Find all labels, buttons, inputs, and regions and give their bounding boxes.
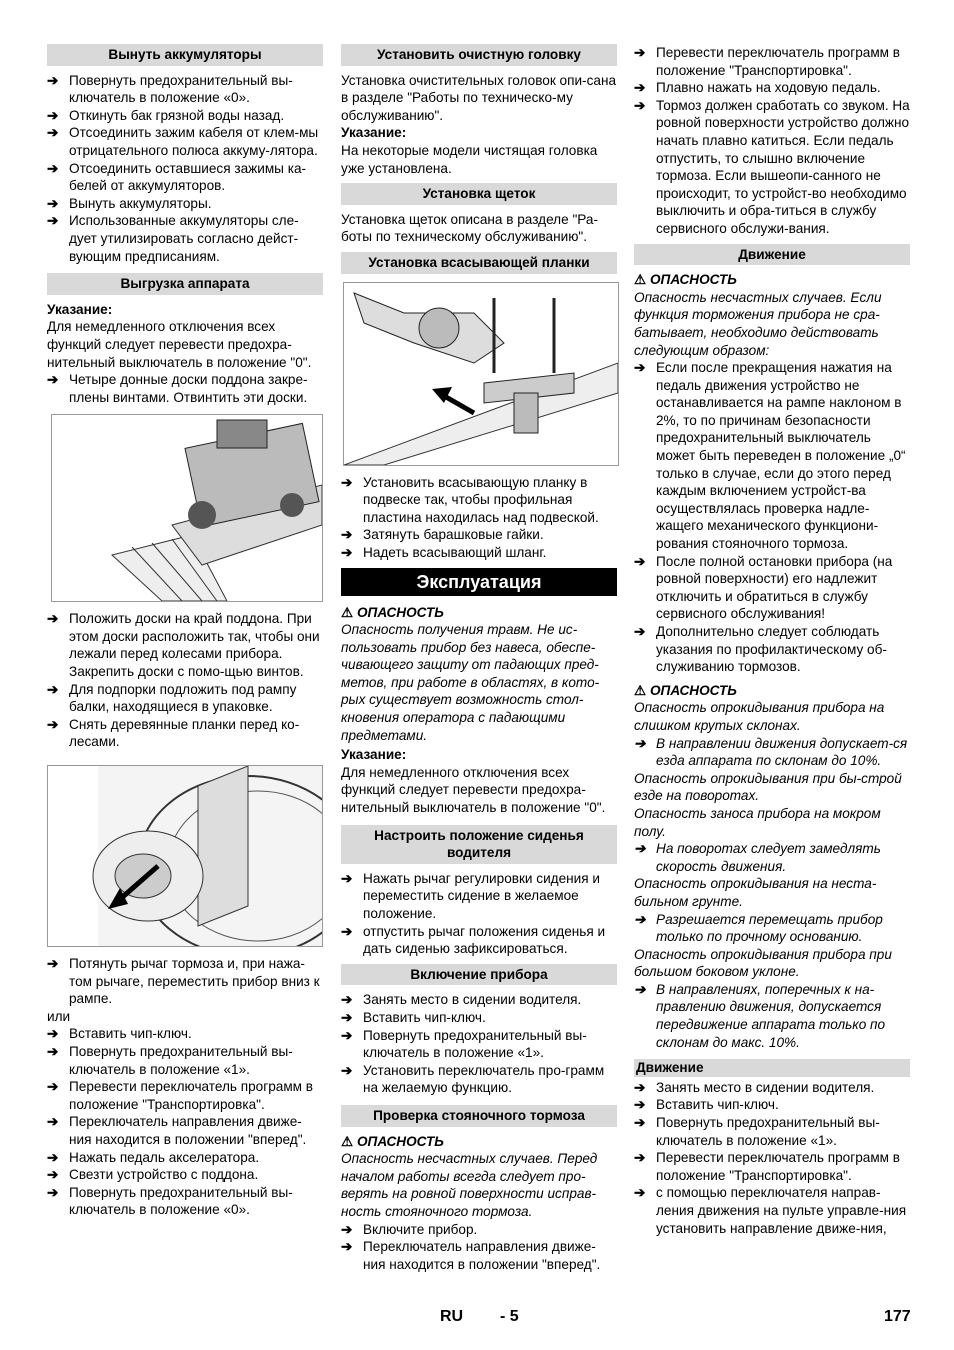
arrow-icon: ➔ bbox=[634, 841, 646, 857]
list-item: ➔ Нажать рычаг регулировки сидения и переместить сидение в желаемое положение. bbox=[341, 870, 601, 921]
arrow-icon: ➔ bbox=[634, 624, 646, 639]
heading-operation: Эксплуатация bbox=[341, 568, 617, 596]
heading-squeegee: Установка всасывающей планки bbox=[341, 252, 617, 274]
arrow-icon: ➔ bbox=[341, 992, 353, 1008]
list-item: ➔ Повернуть предохранительный вы-ключатель в положение «1». bbox=[634, 1115, 880, 1148]
arrow-icon: ➔ bbox=[341, 1027, 353, 1043]
danger-text-3: Опасность несчастных случаев. Если функция торможения прибора не сра-батывает, необходимо действовать следующим образом: bbox=[634, 289, 882, 358]
list-boards bbox=[47, 371, 323, 406]
list-item: ➔ Переключатель направления движе-ния находится в положении "вперед". bbox=[341, 1239, 601, 1272]
column-2 bbox=[341, 44, 617, 1273]
list-item: ➔ Повернуть предохранительный вы-ключатель в положение «1». bbox=[341, 1027, 587, 1061]
heading-remove-batteries: Вынуть аккумуляторы bbox=[47, 44, 323, 66]
cleaning-head-note: На некоторые модели чистящая головка уже установлена. bbox=[341, 142, 598, 176]
arrow-icon: ➔ bbox=[634, 735, 646, 751]
brushes-text: Установка щеток описана в разделе "Ра-боты по техническому обслуживанию". bbox=[341, 211, 598, 245]
list-item: ➔ После полной остановки прибора (на ровной поверхности) его надлежит отключить и обратиться в службу сервисного обслуживания! bbox=[634, 553, 893, 622]
warning-icon: ⚠ bbox=[341, 1133, 354, 1149]
list-item: ➔ Четыре донные доски поддона закре-плены винтами. Отвинтить эти доски. bbox=[47, 372, 308, 405]
arrow-icon: ➔ bbox=[47, 1026, 59, 1042]
list-item: ➔ Повернуть предохранительный вы-ключатель в положение «0». bbox=[47, 1184, 293, 1218]
arrow-icon: ➔ bbox=[634, 1079, 646, 1095]
arrow-icon: ➔ bbox=[634, 911, 646, 927]
arrow-icon: ➔ bbox=[47, 956, 59, 972]
list-ramp bbox=[47, 610, 323, 751]
list-item: ➔ Вставить чип-ключ. bbox=[47, 1026, 192, 1042]
arrow-icon: ➔ bbox=[634, 97, 646, 113]
heading-switch-on: Включение прибора bbox=[341, 964, 617, 986]
danger-text-4e: Опасность опрокидывания прибора при большом боковом уклоне. bbox=[634, 946, 892, 980]
subheading-driving: Движение bbox=[634, 1059, 910, 1077]
list-item: ➔ Дополнительно следует соблюдать указания по профилактическому об-служиванию тормозов. bbox=[634, 624, 887, 675]
list-item: ➔ В направлениях, поперечных к на-правлению движения, допускается передвижение аппарата только по склонам до макс. 10%. bbox=[634, 981, 886, 1050]
list-item: ➔ В направлении движения допускает-ся езда аппарата по склонам до 10%. bbox=[634, 735, 908, 769]
pallet-ramp-illustration bbox=[51, 414, 323, 602]
danger-text-4c: Опасность заноса прибора на мокром полу. bbox=[634, 805, 881, 839]
heading-seat: Настроить положение сиденья водителя bbox=[341, 825, 617, 864]
arrow-icon: ➔ bbox=[341, 527, 353, 543]
arrow-icon: ➔ bbox=[341, 1221, 353, 1237]
list-switch-on bbox=[341, 991, 617, 1097]
danger-label-1: ⚠ ОПАСНОСТЬ bbox=[341, 604, 444, 620]
list-curves bbox=[634, 840, 910, 875]
arrow-icon: ➔ bbox=[47, 1114, 59, 1130]
list-item: ➔ Надеть всасывающий шланг. bbox=[341, 544, 547, 560]
list-item: ➔ Переключатель направления движе-ния находится в положении "вперед". bbox=[47, 1114, 307, 1147]
list-item: ➔ Повернуть предохранительный вы-ключатель в положение «1». bbox=[47, 1044, 293, 1077]
arrow-icon: ➔ bbox=[634, 1150, 646, 1166]
note-text: Для немедленного отключения всех функций следует перевести предохра-нительный выключатель в положение "0". bbox=[47, 319, 312, 370]
list-item: ➔ Установить всасывающую планку в подвеске так, чтобы профильная пластина находилась над подвеской. bbox=[341, 474, 599, 525]
list-item: ➔ Занять место в сидении водителя. bbox=[341, 992, 582, 1008]
list-item: ➔ Вынуть аккумуляторы. bbox=[47, 195, 212, 211]
arrow-icon: ➔ bbox=[634, 981, 646, 997]
list-item: ➔ Свезти устройство с поддона. bbox=[47, 1167, 259, 1183]
list-item: ➔ Отсоединить зажим кабеля от клем-мы отрицательного полюса аккуму-лятора. bbox=[47, 125, 319, 158]
list-item: ➔ Вставить чип-ключ. bbox=[634, 1097, 779, 1113]
list-item: ➔ Перевести переключатель программ в положение "Транспортировка". bbox=[47, 1079, 314, 1112]
list-drive-off bbox=[47, 1025, 323, 1219]
heading-cleaning-head: Установить очистную головку bbox=[341, 44, 617, 66]
arrow-icon: ➔ bbox=[634, 45, 646, 60]
note-label: Указание: bbox=[47, 301, 113, 317]
list-item: ➔ Повернуть предохранительный вы-ключатель в положение «0». bbox=[47, 72, 293, 106]
list-item: ➔ Снять деревянные планки перед ко-лесами. bbox=[47, 716, 300, 750]
danger-label-4: ⚠ ОПАСНОСТЬ bbox=[634, 682, 737, 698]
arrow-icon: ➔ bbox=[634, 1185, 646, 1201]
heading-driving: Движение bbox=[634, 244, 910, 266]
arrow-icon: ➔ bbox=[634, 80, 646, 96]
list-item: ➔ Плавно нажать на ходовую педаль. bbox=[634, 80, 881, 96]
arrow-icon: ➔ bbox=[47, 160, 59, 176]
danger-text-1: Опасность получения травм. Не ис-пользовать прибор без навеса, обеспе-чивающего защиту от падающих пред-метов, при работе в областях, в кото-рых существует возможность стол-кновения оператора с падающими предметами. bbox=[341, 622, 600, 743]
list-side-slope bbox=[634, 981, 910, 1051]
squeegee-illustration bbox=[343, 282, 619, 466]
heading-unload: Выгрузка аппарата bbox=[47, 273, 323, 295]
brake-lever-illustration bbox=[47, 765, 323, 947]
list-item: ➔ Затянуть барашковые гайки. bbox=[341, 527, 544, 543]
column-3 bbox=[634, 44, 910, 1237]
arrow-icon: ➔ bbox=[341, 1062, 353, 1078]
arrow-icon: ➔ bbox=[634, 360, 646, 376]
arrow-icon: ➔ bbox=[47, 1167, 59, 1183]
list-item: ➔ Тормоз должен сработать со звуком. На ровной поверхности устройство должно начать плавно катиться. Если педаль отпустить, то слышно включение тормоза. Если вышеопи-санного не происходит, то устройст-во необходимо выключить и обра-титься в службу сервисного обслужи-вания. bbox=[634, 97, 910, 236]
arrow-icon: ➔ bbox=[47, 716, 59, 732]
arrow-icon: ➔ bbox=[634, 1097, 646, 1113]
list-item: ➔ Перевести переключатель программ в положение "Транспортировка". bbox=[634, 45, 901, 78]
list-driving bbox=[634, 1079, 910, 1237]
danger-text-4b: Опасность опрокидывания при бы-строй езде на поворотах. bbox=[634, 770, 902, 804]
list-item: ➔ Отсоединить оставшиеся зажимы ка-белей от аккумуляторов. bbox=[47, 160, 307, 194]
arrow-icon: ➔ bbox=[47, 681, 59, 697]
list-item: ➔ На поворотах следует замедлять скорость движения. bbox=[634, 841, 881, 874]
list-seat bbox=[341, 870, 617, 958]
list-item: ➔ Вставить чип-ключ. bbox=[341, 1009, 486, 1025]
list-item: ➔ Для подпорки подложить под рампу балки, находящиеся в упаковке. bbox=[47, 681, 297, 715]
arrow-icon: ➔ bbox=[634, 1115, 646, 1131]
list-item: ➔ Занять место в сидении водителя. bbox=[634, 1079, 875, 1095]
warning-icon: ⚠ bbox=[634, 272, 647, 288]
list-item: ➔ Перевести переключатель программ в положение "Транспортировка". bbox=[634, 1150, 901, 1183]
arrow-icon: ➔ bbox=[341, 870, 353, 886]
note-label-2: Указание: bbox=[341, 747, 407, 763]
arrow-icon: ➔ bbox=[47, 1044, 59, 1059]
arrow-icon: ➔ bbox=[634, 553, 646, 569]
warning-icon: ⚠ bbox=[341, 604, 354, 620]
heading-parking-brake: Проверка стояночного тормоза bbox=[341, 1105, 617, 1127]
list-ground bbox=[634, 911, 910, 946]
footer-chapter-number: - 5 bbox=[500, 1308, 519, 1325]
list-item: ➔ Включите прибор. bbox=[341, 1221, 478, 1237]
arrow-icon: ➔ bbox=[341, 474, 353, 490]
column-1 bbox=[47, 44, 323, 1219]
list-item: ➔ Установить переключатель про-грамм на желаемую функцию. bbox=[341, 1062, 605, 1096]
list-item: ➔ с помощью переключателя направ-ления движения на пульте управле-ния установить направление движе-ния, bbox=[634, 1185, 907, 1236]
list-squeegee bbox=[341, 474, 617, 562]
footer-language: RU bbox=[440, 1308, 464, 1325]
arrow-icon: ➔ bbox=[47, 1149, 59, 1165]
note-text-2: Для немедленного отключения всех функций следует перевести предохра-нительный выключатель в положение "0". bbox=[341, 764, 606, 816]
cleaning-head-text: Установка очистительных головок опи-сана в разделе "Работы по техническо-му обслуживанию". bbox=[341, 72, 617, 123]
arrow-icon: ➔ bbox=[341, 544, 353, 560]
danger-text-2: Опасность несчастных случаев. Перед началом работы всегда следует про-верять на ровной поверхности исправ-ность стояночного тормоза. bbox=[341, 1151, 598, 1219]
arrow-icon: ➔ bbox=[47, 1079, 59, 1095]
danger-text-4d: Опасность опрокидывания на неста-бильном грунте. bbox=[634, 876, 877, 909]
list-remove-batteries bbox=[47, 72, 323, 266]
warning-icon: ⚠ bbox=[634, 682, 647, 698]
arrow-icon: ➔ bbox=[341, 1239, 353, 1255]
list-parking-brake bbox=[341, 1221, 617, 1274]
arrow-icon: ➔ bbox=[47, 72, 59, 88]
list-brake-failure bbox=[634, 359, 910, 676]
list-slope bbox=[634, 735, 910, 770]
list-item: ➔ Если после прекращения нажатия на педаль движения устройство не останавливается на рампе наклоном в 2%, то по причинам безопасности предохранительный выключатель может быть переведен в положение „0“ только в случае, если до этого перед каждым включением устройст-ва осуществлялась проверка надле-жащего механического функциони-рования стояночного тормоза. bbox=[634, 360, 906, 552]
arrow-icon: ➔ bbox=[341, 923, 353, 939]
list-item: ➔ Положить доски на край поддона. При этом доски расположить так, чтобы они лежали перед колесами прибора. Закрепить доски с помо-щью винтов. bbox=[47, 611, 320, 680]
list-item: ➔ Откинуть бак грязной воды назад. bbox=[47, 107, 285, 123]
footer-page-number: 177 bbox=[884, 1308, 911, 1325]
note-label: Указание: bbox=[341, 125, 407, 141]
danger-label-2: ⚠ ОПАСНОСТЬ bbox=[341, 1133, 444, 1149]
danger-label-3: ⚠ ОПАСНОСТЬ bbox=[634, 272, 737, 288]
danger-text-4a: Опасность опрокидывания прибора на слишком крутых склонах. bbox=[634, 700, 885, 733]
list-brake bbox=[47, 955, 323, 1008]
arrow-icon: ➔ bbox=[47, 1184, 59, 1200]
arrow-icon: ➔ bbox=[47, 372, 59, 388]
or-text: или bbox=[47, 1008, 71, 1024]
list-item: ➔ Использованные аккумуляторы сле-дует утилизировать согласно дейст-вующим предписаниям. bbox=[47, 213, 299, 264]
list-item: ➔ Потянуть рычаг тормоза и, при нажа-том рычаге, переместить прибор вниз к рампе. bbox=[47, 956, 320, 1007]
arrow-icon: ➔ bbox=[47, 213, 59, 229]
list-brake-test bbox=[634, 44, 910, 238]
list-item: ➔ Нажать педаль акселератора. bbox=[47, 1149, 260, 1165]
arrow-icon: ➔ bbox=[47, 611, 59, 627]
arrow-icon: ➔ bbox=[341, 1009, 353, 1025]
arrow-icon: ➔ bbox=[47, 107, 59, 123]
list-item: ➔ Разрешается перемещать прибор только по прочному основанию. bbox=[634, 911, 883, 945]
arrow-icon: ➔ bbox=[47, 125, 59, 141]
heading-brushes: Установка щеток bbox=[341, 183, 617, 205]
list-item: ➔ отпустить рычаг положения сиденья и дать сиденью зафиксироваться. bbox=[341, 923, 606, 957]
arrow-icon: ➔ bbox=[47, 195, 59, 211]
